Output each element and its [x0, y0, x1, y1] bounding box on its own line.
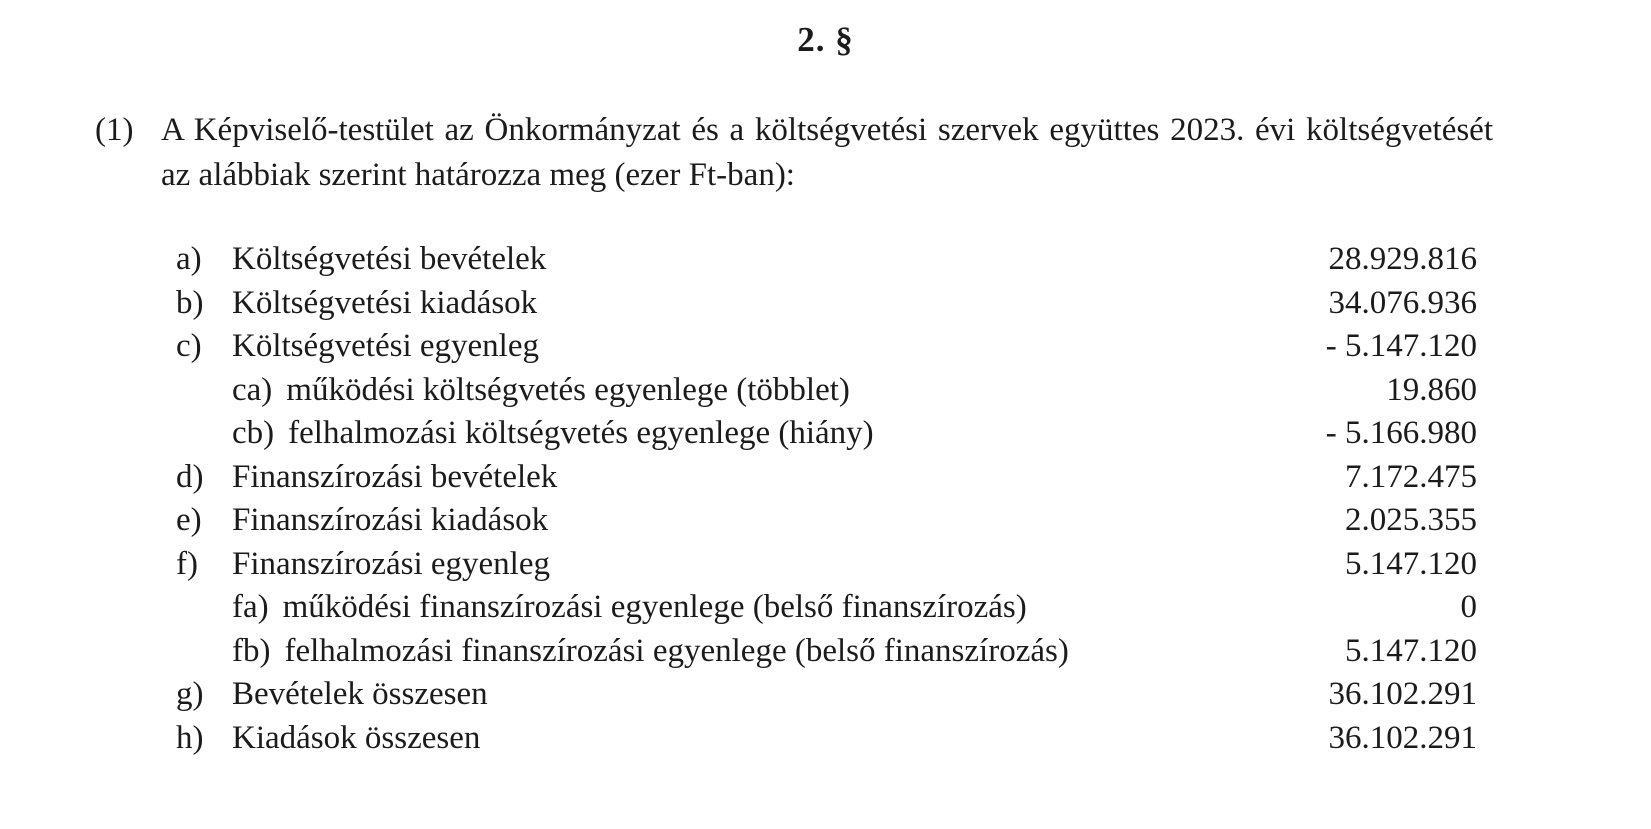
budget-row: [176, 412, 1477, 456]
item-text: Bevételek összesen: [232, 676, 488, 712]
section-heading: 2. §: [797, 20, 854, 59]
budget-row: [176, 325, 1477, 369]
item-text: működési finanszírozási egyenlege (belső finanszírozás): [282, 589, 1027, 625]
item-value: - 5.147.120: [1325, 328, 1477, 364]
item-text: Finanszírozási egyenleg: [232, 545, 550, 582]
item-label: fa): [232, 589, 269, 625]
budget-row: [176, 499, 1477, 543]
budget-row: [176, 282, 1477, 326]
item-value: 5.147.120: [1345, 545, 1477, 582]
budget-row: [176, 630, 1477, 674]
item-text: felhalmozási finanszírozási egyenlege (belső finanszírozás): [284, 632, 1069, 669]
item-text: Kiadások összesen: [232, 719, 481, 756]
budget-row: [176, 717, 1477, 761]
item-text: Költségvetési bevételek: [232, 241, 547, 277]
paragraph-text: A Képviselő-testület az Önkormányzat és a költségvetési szervek együttes 2023. évi költségvetését az alábbiak szerint határozza meg (ezer Ft-ban):: [161, 112, 1493, 193]
item-value: 2.025.355: [1345, 502, 1477, 538]
budget-row: [176, 238, 1477, 282]
item-label: d): [176, 458, 204, 495]
item-text: Finanszírozási bevételek: [232, 458, 558, 495]
budget-list: [176, 238, 1477, 760]
item-label: c): [176, 328, 202, 364]
budget-row: [176, 456, 1477, 500]
item-text: Költségvetési kiadások: [232, 284, 538, 321]
item-label: ca): [232, 371, 273, 408]
item-value: 5.147.120: [1345, 632, 1477, 669]
budget-row: [176, 369, 1477, 413]
item-text: Költségvetési egyenleg: [232, 328, 539, 364]
item-label: h): [176, 719, 204, 756]
item-text: Finanszírozási kiadások: [232, 502, 549, 538]
item-value: 19.860: [1386, 371, 1477, 408]
item-text: működési költségvetés egyenlege (többlet): [286, 371, 850, 408]
item-label: fb): [232, 632, 271, 669]
paragraph-marker: (1): [95, 112, 134, 148]
item-label: cb): [232, 415, 275, 451]
item-value: 0: [1460, 589, 1477, 625]
item-value: 36.102.291: [1328, 719, 1477, 756]
item-label: f): [176, 545, 198, 582]
item-value: 36.102.291: [1328, 676, 1477, 712]
item-text: felhalmozási költségvetés egyenlege (hiány): [288, 415, 874, 451]
budget-row: [176, 673, 1477, 717]
item-label: b): [176, 284, 204, 321]
budget-row: [176, 543, 1477, 587]
item-label: e): [176, 502, 202, 538]
item-value: - 5.166.980: [1325, 415, 1477, 451]
budget-row: [176, 586, 1477, 630]
item-label: a): [176, 241, 202, 277]
item-value: 7.172.475: [1345, 458, 1477, 495]
item-value: 28.929.816: [1328, 241, 1477, 277]
item-label: g): [176, 676, 204, 712]
item-value: 34.076.936: [1328, 284, 1477, 321]
intro-paragraph: [95, 108, 1493, 198]
